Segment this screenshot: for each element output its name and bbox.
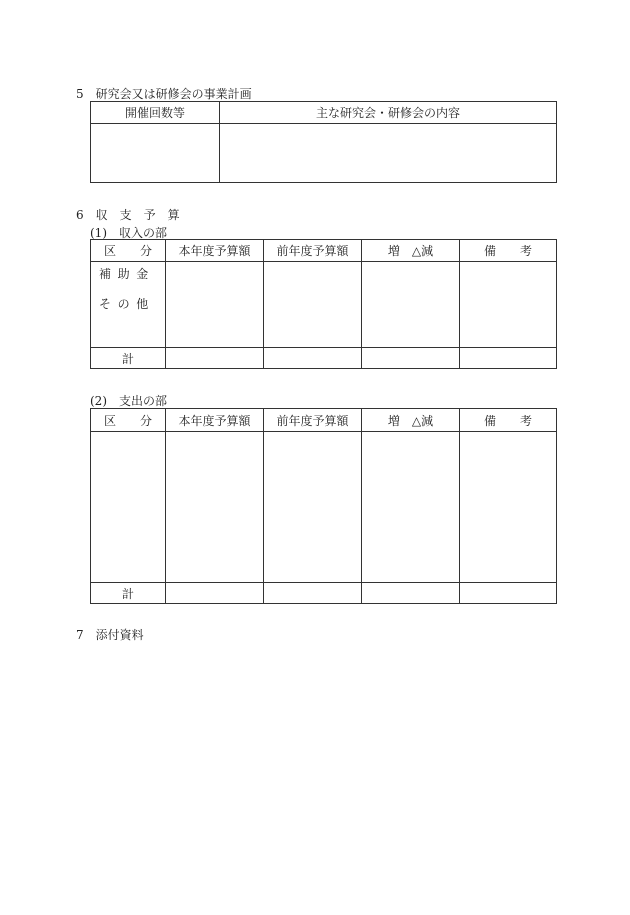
total-row bbox=[91, 583, 557, 604]
event-plan-table bbox=[90, 101, 557, 183]
total-change-cell bbox=[362, 583, 460, 604]
current-budget-cell bbox=[166, 432, 264, 583]
content-cell bbox=[220, 124, 557, 183]
income-items-cell bbox=[91, 262, 166, 348]
expense-table bbox=[90, 408, 557, 604]
income-item-other: その他 bbox=[99, 297, 155, 311]
section7-heading: 7 添付資料 bbox=[76, 628, 144, 642]
total-change-cell bbox=[362, 348, 460, 369]
header-cell-previous-budget: 前年度予算額 bbox=[264, 240, 362, 262]
change-cell bbox=[362, 262, 460, 348]
total-current-cell bbox=[166, 583, 264, 604]
header-cell-change: 増 △減 bbox=[362, 409, 460, 432]
table-row bbox=[91, 262, 557, 348]
income-total-label: 計 bbox=[91, 348, 166, 369]
table-row bbox=[91, 432, 557, 583]
remarks-cell bbox=[460, 432, 557, 583]
header-cell-remarks: 備 考 bbox=[460, 409, 557, 432]
income-subheading: (1) 収入の部 bbox=[90, 226, 167, 240]
total-previous-cell bbox=[264, 348, 362, 369]
count-cell bbox=[91, 124, 220, 183]
table-header-row bbox=[91, 240, 557, 262]
header-cell-current-budget: 本年度予算額 bbox=[166, 240, 264, 262]
header-cell-category: 区 分 bbox=[91, 240, 166, 262]
change-cell bbox=[362, 432, 460, 583]
header-cell-previous-budget: 前年度予算額 bbox=[264, 409, 362, 432]
total-current-cell bbox=[166, 348, 264, 369]
header-cell-count: 開催回数等 bbox=[91, 102, 220, 124]
table-row bbox=[91, 124, 557, 183]
income-item-subsidy: 補助金 bbox=[99, 267, 155, 281]
category-cell bbox=[91, 432, 166, 583]
header-cell-category: 区 分 bbox=[91, 409, 166, 432]
total-remarks-cell bbox=[460, 583, 557, 604]
header-cell-content: 主な研究会・研修会の内容 bbox=[220, 102, 557, 124]
table-header-row bbox=[91, 409, 557, 432]
total-row bbox=[91, 348, 557, 369]
income-table bbox=[90, 239, 557, 369]
table-header-row bbox=[91, 102, 557, 124]
previous-budget-cell bbox=[264, 262, 362, 348]
expense-subheading: (2) 支出の部 bbox=[90, 394, 167, 408]
header-cell-remarks: 備 考 bbox=[460, 240, 557, 262]
expense-total-label: 計 bbox=[91, 583, 166, 604]
section5-heading: 5 研究会又は研修会の事業計画 bbox=[76, 87, 252, 101]
header-cell-change: 増 △減 bbox=[362, 240, 460, 262]
total-remarks-cell bbox=[460, 348, 557, 369]
header-cell-current-budget: 本年度予算額 bbox=[166, 409, 264, 432]
remarks-cell bbox=[460, 262, 557, 348]
current-budget-cell bbox=[166, 262, 264, 348]
previous-budget-cell bbox=[264, 432, 362, 583]
total-previous-cell bbox=[264, 583, 362, 604]
section6-heading: 6 収 支 予 算 bbox=[76, 208, 180, 222]
